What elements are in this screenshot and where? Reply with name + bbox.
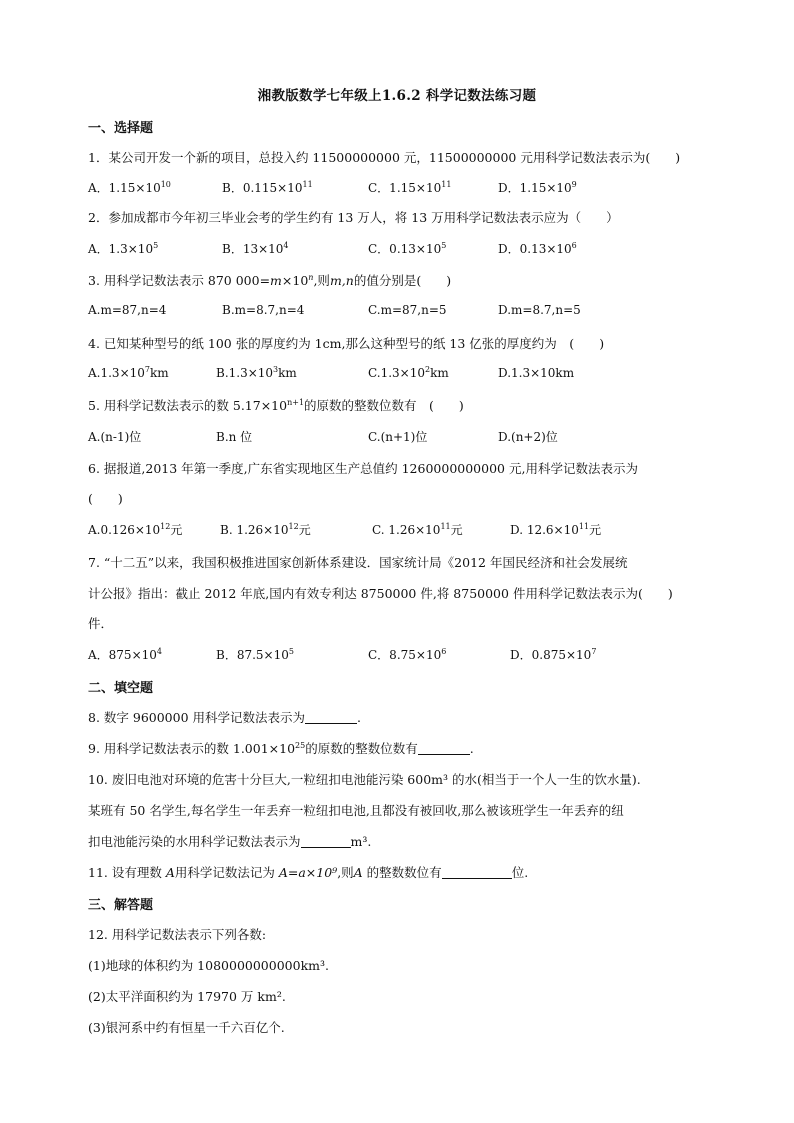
section-choice: 一、选择题 [88, 121, 154, 136]
answer-blank [442, 865, 512, 879]
option-d: D. $12.6\times 10^{11}$元 [510, 522, 602, 537]
option-b: B.n 位 [216, 430, 253, 444]
question-12: 12. 用科学记数法表示下列各数: [88, 927, 267, 942]
option-a: A．$1.3\times 10^5$ [88, 241, 159, 256]
question-6: 6. 据报道,2013 年第一季度,广东省实现地区生产总值约 1260000000000 元,用科学记数法表示为 [88, 461, 638, 476]
option-a: A.(n-1)位 [88, 430, 142, 444]
option-a: A.m=87,n=4 [88, 303, 167, 317]
answer-blank [305, 710, 357, 724]
option-a: A．$1.15\times 10^{10}$ [88, 180, 171, 195]
option-b: B．$87.5\times 10^5$ [216, 647, 294, 662]
question-7: 7. “十二五”以来，我国积极推进国家创新体系建设．国家统计局《2012 年国民经济和社会发展统 [88, 555, 628, 570]
question-12-part-2: (2)太平洋面积约为 17970 万 km². [88, 989, 286, 1004]
option-d: D．$0.875\times 10^7$ [510, 647, 597, 662]
question-10-line-3: 扣电池能污染的水用科学记数法表示为 m³. [88, 834, 372, 849]
option-c: $C.1.3\times 10^2km$ [368, 365, 449, 380]
question-7-options [88, 646, 728, 664]
question-2-options [88, 240, 728, 258]
option-c: C．$0.13\times 10^5$ [368, 241, 447, 256]
option-c: C.(n+1)位 [368, 430, 428, 444]
question-8: 8. 数字 9600000 用科学记数法表示为 . [88, 710, 362, 725]
question-6-line-2: ( ) [88, 491, 123, 506]
answer-blank [418, 741, 470, 755]
question-11: 11. 设有理数 A用科学记数法记为 A=a×10⁹,则A 的整数数位有 位. [88, 865, 529, 880]
option-a: $A.0.126\times 10^{12}$元 [88, 522, 183, 537]
option-d: D.1.3×10km [498, 366, 575, 380]
option-a: A．$875\times 10^4$ [88, 647, 162, 662]
question-10-line-2: 某班有 50 名学生,每名学生一年丢弃一粒纽扣电池,且都没有被回收,那么被该班学生一年丢弃的纽 [88, 803, 624, 818]
question-12-part-3: (3)银河系中约有恒星一千六百亿个. [88, 1020, 285, 1035]
option-d: D．$1.15\times 10^9$ [498, 180, 577, 195]
question-3-options [88, 303, 728, 321]
question-12-part-1: (1)地球的体积约为 1080000000000km³. [88, 958, 329, 973]
option-b: $B.1.3\times 10^3km$ [216, 365, 297, 380]
option-b: B.m=8.7,n=4 [222, 303, 305, 317]
question-4-options [88, 366, 728, 384]
section-fill: 二、填空题 [88, 681, 154, 696]
option-d: D.m=8.7,n=5 [498, 303, 581, 317]
question-6-options [88, 521, 728, 539]
option-c: C. $1.26\times 10^{11}$元 [372, 522, 463, 537]
option-d: D．$0.13\times 10^6$ [498, 241, 577, 256]
section-answer: 三、解答题 [88, 898, 154, 913]
question-1: 1．某公司开发一个新的项目，总投入约 11500000000 元，11500000000 元用科学记数法表示为( ) [88, 150, 681, 165]
question-1-options [88, 179, 728, 197]
option-c: C．$8.75\times 10^6$ [368, 647, 447, 662]
option-b: B. $1.26\times 10^{12}$元 [220, 522, 311, 537]
question-10: 10. 废旧电池对环境的危害十分巨大,一粒纽扣电池能污染 600m³ 的水(相当于一个人一生的饮水量). [88, 772, 641, 787]
option-a: $A.1.3\times 10^7km$ [88, 365, 169, 380]
question-5-options [88, 428, 728, 446]
option-d: D.(n+2)位 [498, 430, 558, 444]
option-b: B．$13\times 10^4$ [222, 241, 289, 256]
question-5: 5. 用科学记数法表示的数 $5.17\times 10^{n+1}$的原数的整数位数有 ( ) [88, 398, 464, 413]
option-c: C．$1.15\times 10^{11}$ [368, 180, 452, 195]
question-7-line-3: 件． [88, 616, 114, 631]
question-2: 2．参加成都市今年初三毕业会考的学生约有 13 万人，将 13 万用科学记数法表示应为（ ） [88, 210, 619, 225]
question-9: 9. 用科学记数法表示的数 $1.001\times 10^{25}$的原数的整数位数有 . [88, 741, 474, 756]
question-3: 3. 用科学记数法表示 870 $000=m\times 10^n$,则m,n的值分别是( ) [88, 273, 452, 288]
question-4: 4. 已知某种型号的纸 100 张的厚度约为 1cm,那么这种型号的纸 13 亿张的厚度约为 ( ) [88, 336, 605, 351]
option-b: B．$0.115\times 10^{11}$ [222, 180, 313, 195]
answer-blank [301, 834, 351, 848]
page-title: 湘教版数学七年级上1.6.2 科学记数法练习题 [257, 88, 537, 104]
option-c: C.m=87,n=5 [368, 303, 447, 317]
question-7-line-2: 计公报》指出：截止 2012 年底,国内有效专利达 8750000 件,将 8750000 件用科学记数法表示为( ) [88, 586, 673, 601]
